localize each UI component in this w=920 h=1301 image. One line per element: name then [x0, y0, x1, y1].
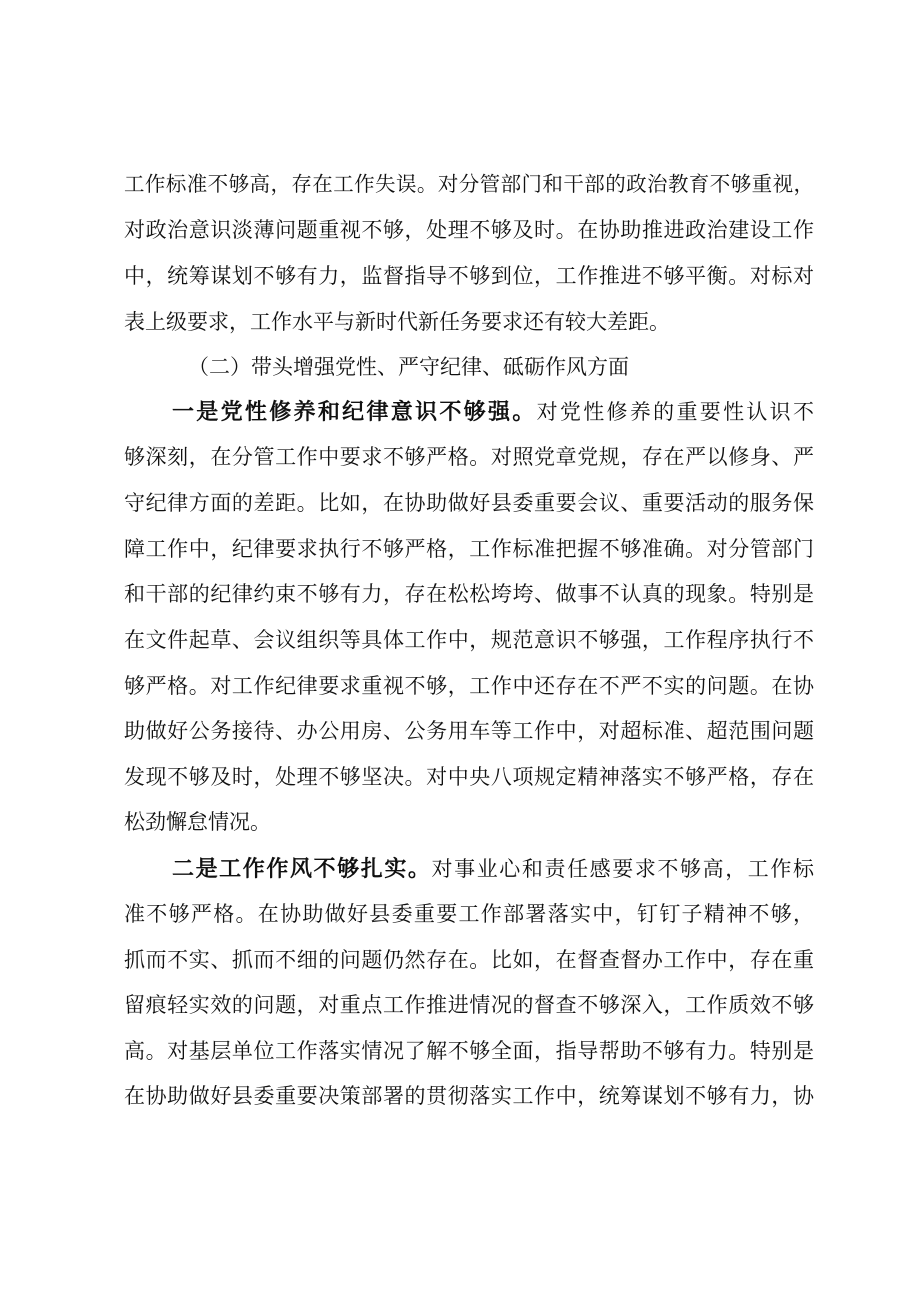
point-one-line-9: 发现不够及时，处理不够坚决。对中央八项规定精神落实不够严格，存在	[124, 765, 814, 789]
point-two-line-5: 高。对基层单位工作落实情况了解不够全面，指导帮助不够有力。特别是	[124, 1039, 814, 1063]
intro-line-2: 对政治意识淡薄问题重视不够，处理不够及时。在协助推进政治建设工作	[124, 218, 814, 242]
point-one-first-line-rest: 对党性修养的重要性认识不	[536, 400, 814, 424]
point-one-line-2: 够深刻，在分管工作中要求不够严格。对照党章党规，存在严以修身、严	[124, 445, 814, 469]
point-two-line-4: 留痕轻实效的问题，对重点工作推进情况的督查不够深入，工作质效不够	[124, 993, 814, 1017]
point-two-lead: 二是工作作风不够扎实。	[172, 856, 432, 882]
intro-line-1: 工作标准不够高，存在工作失误。对分管部门和干部的政治教育不够重视，	[124, 172, 814, 196]
point-two-line-6: 在协助做好县委重要决策部署的贯彻落实工作中，统筹谋划不够有力，协	[124, 1084, 814, 1108]
point-one-line-3: 守纪律方面的差距。比如，在协助做好县委重要会议、重要活动的服务保	[124, 491, 814, 515]
point-one-line-7: 够严格。对工作纪律要求重视不够，工作中还存在不严不实的问题。在协	[124, 674, 814, 698]
intro-line-3: 中，统筹谋划不够有力，监督指导不够到位，工作推进不够平衡。对标对	[124, 264, 814, 288]
point-two-line-2: 准不够严格。在协助做好县委重要工作部署落实中，钉钉子精神不够，	[124, 902, 814, 926]
point-two-line-3: 抓而不实、抓而不细的问题仍然存在。比如，在督查督办工作中，存在重	[124, 948, 814, 972]
point-two-first-line-rest: 对事业心和责任感要求不够高，工作标	[431, 857, 814, 881]
point-two-first-line	[172, 855, 814, 883]
section-heading: （二）带头增强党性、严守纪律、砥砺作风方面	[188, 355, 629, 379]
point-one-line-5: 和干部的纪律约束不够有力，存在松松垮垮、做事不认真的现象。特别是	[124, 582, 814, 606]
point-one-first-line	[172, 398, 814, 426]
point-one-line-6: 在文件起草、会议组织等具体工作中，规范意识不够强，工作程序执行不	[124, 628, 814, 652]
intro-line-4: 表上级要求，工作水平与新时代新任务要求还有较大差距。	[124, 310, 670, 334]
point-one-lead: 一是党性修养和纪律意识不够强。	[172, 399, 537, 425]
point-one-line-8: 助做好公务接待、办公用房、公务用车等工作中，对超标准、超范围问题	[124, 719, 814, 743]
point-one-line-10: 松劲懈怠情况。	[124, 810, 271, 834]
point-one-line-4: 障工作中，纪律要求执行不够严格，工作标准把握不够准确。对分管部门	[124, 537, 814, 561]
